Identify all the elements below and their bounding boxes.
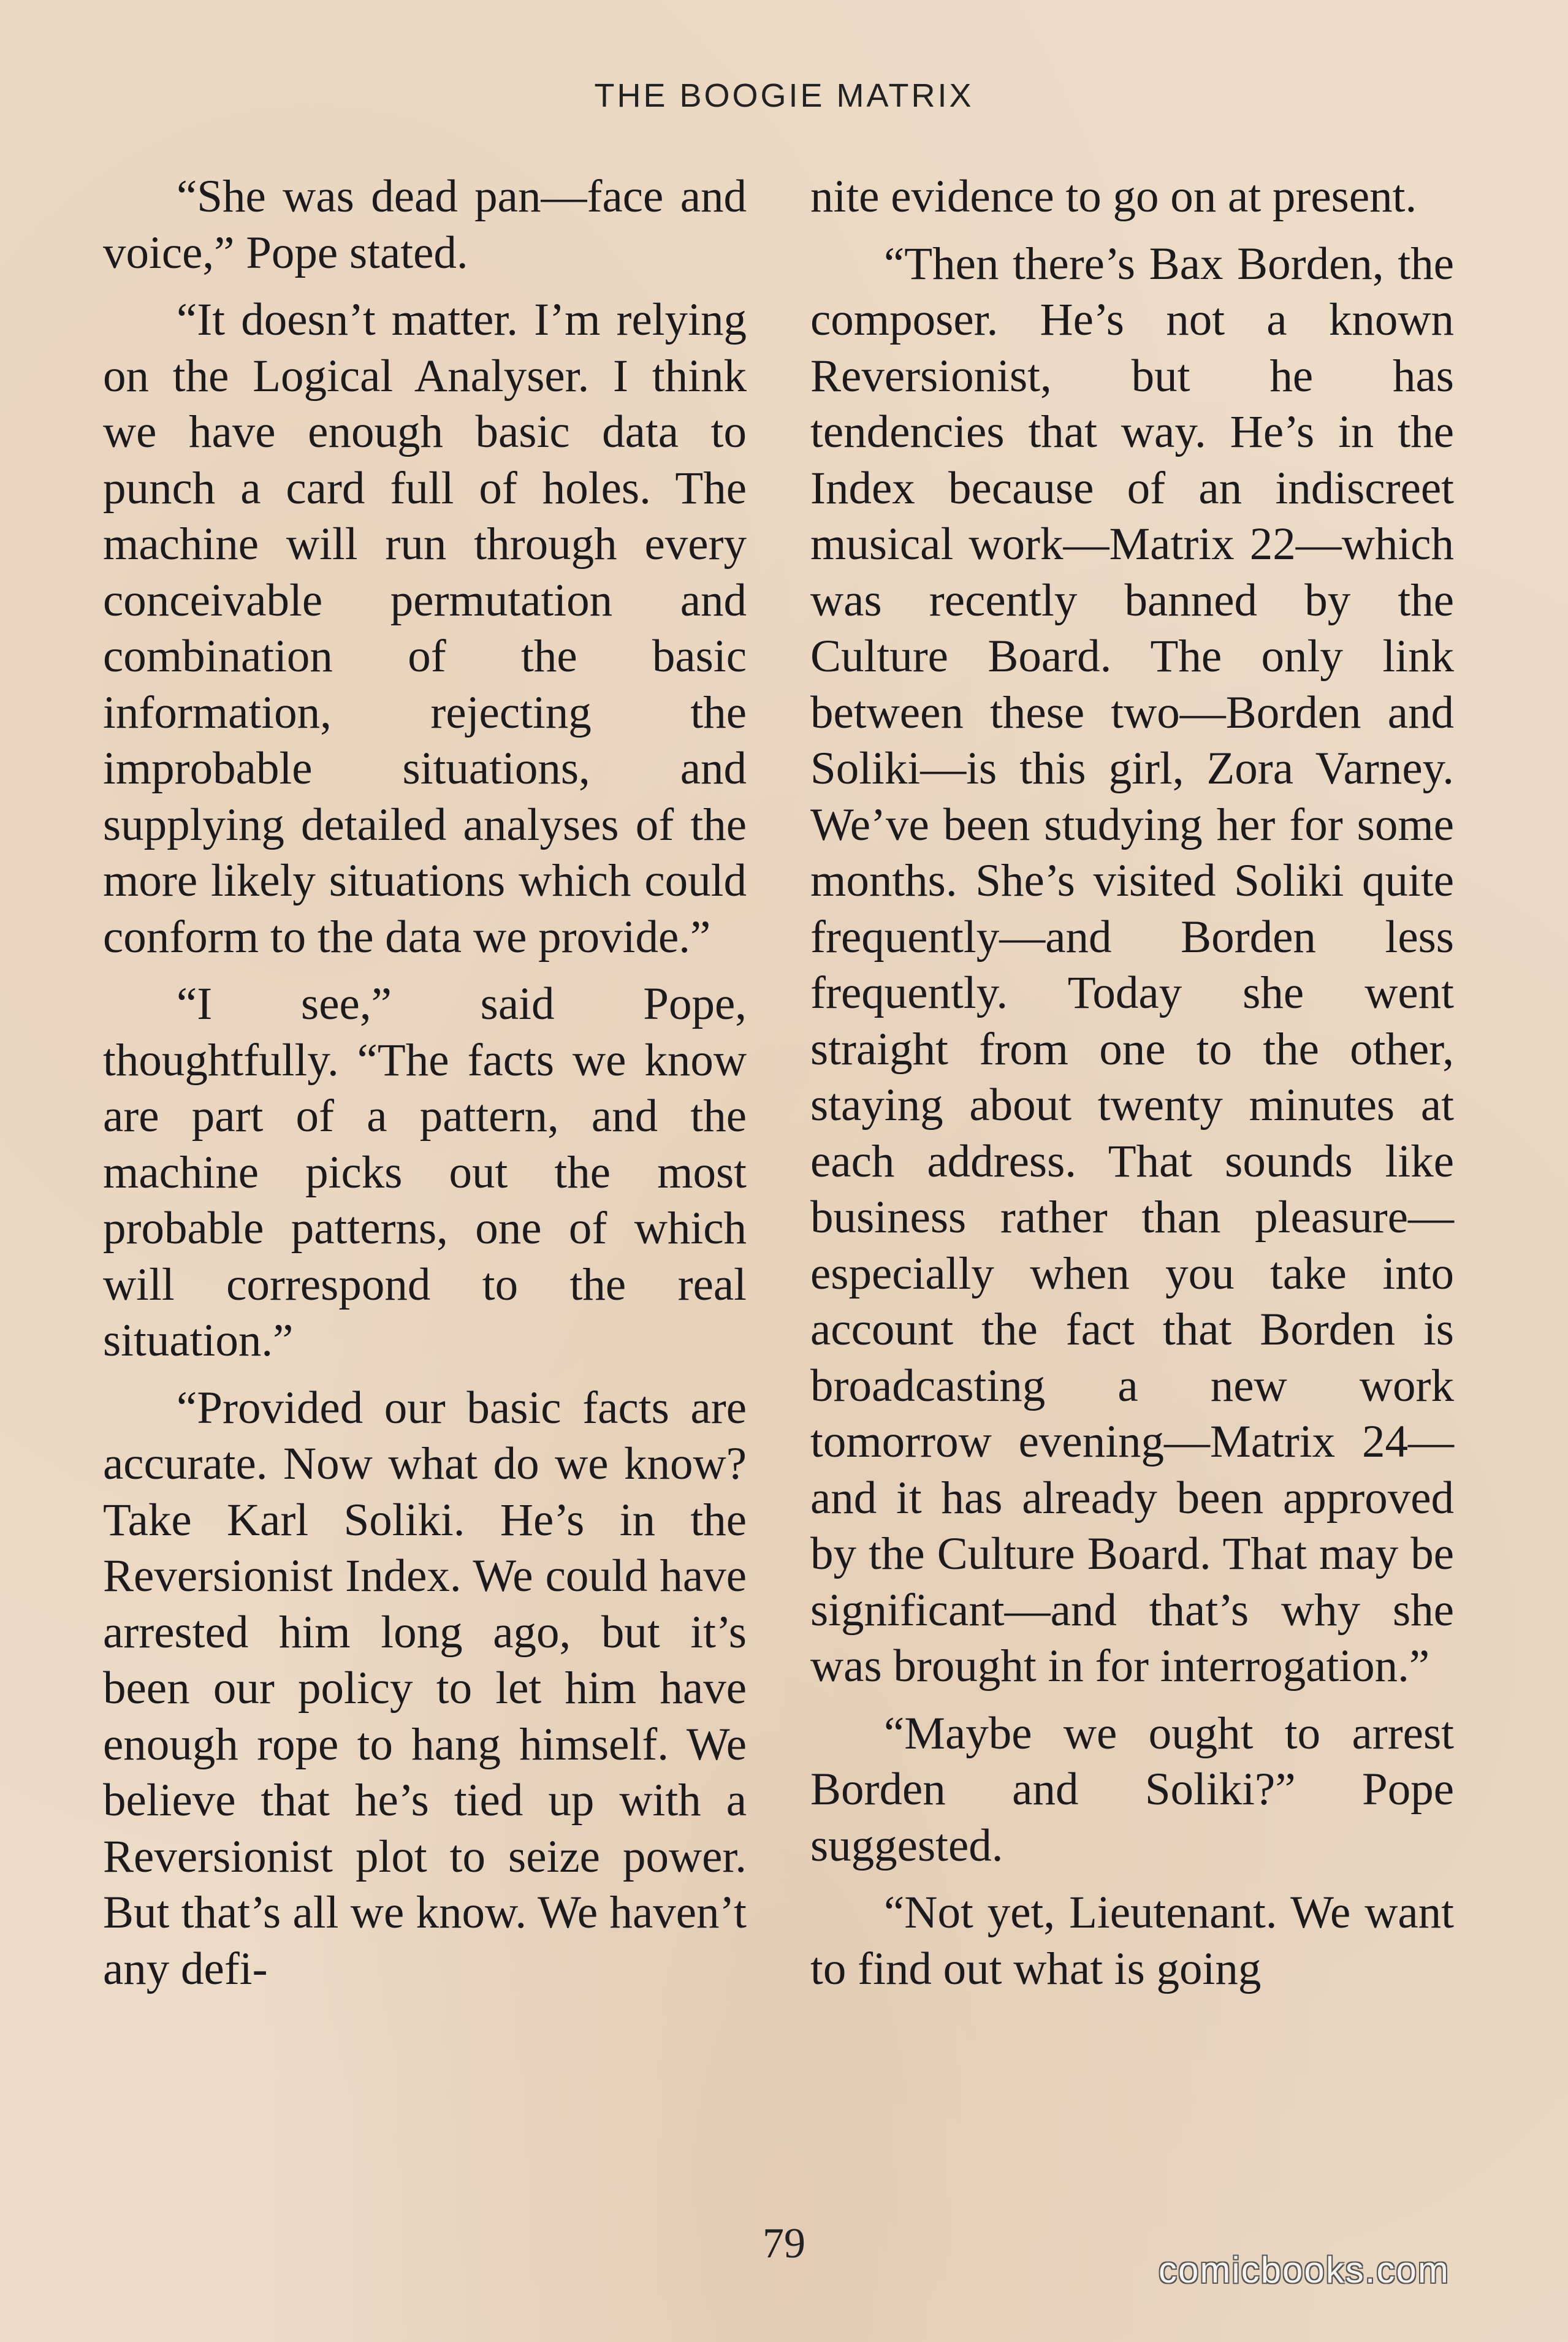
page-number: 79 — [763, 2220, 805, 2267]
paragraph: “It doesn’t matter. I’m relying on the Logical Analyser. I think we have enough basic data to punch a card full of holes. The machine will run through every conceivable permutation and combination of the basic information, rejecting the improbable situations, and supplying detailed analyses of the more likely situations which could conform to the data we provide.” — [103, 294, 747, 963]
paragraph: “She was dead pan—face and voice,” Pope stated. — [103, 171, 747, 278]
paragraph: “Then there’s Bax Borden, the composer. He’s not a known Reversionist, but he has tendencies that way. He’s in the Index because of an indiscreet musical work—Matrix 22—which was recently banned by the Culture Board. The only link between these two—Borden and Soliki—is this girl, Zora Varney. We’ve been studying her for some months. She’s visited Soliki quite frequently—and Borden less frequently. Today she went straight from one to the other, staying about twenty minutes at each address. That sounds like business rather than pleasure—especially when you take into account the fact that Borden is broadcasting a new work tomorrow evening—Matrix 24—and it has already been approved by the Culture Board. That may be significant—and that’s why she was brought in for interrogation.” — [810, 238, 1454, 1692]
right-column — [810, 169, 1454, 2008]
paragraph: “Not yet, Lieutenant. We want to find out what is going — [810, 1887, 1454, 1994]
left-column — [103, 169, 747, 2008]
paragraph: “Maybe we ought to arrest Borden and Soliki?” Pope suggested. — [810, 1707, 1454, 1871]
paragraph: “I see,” said Pope, thoughtfully. “The facts we know are part of a pattern, and the machine picks out the most probable patterns, one of which will correspond to the real situation.” — [103, 978, 747, 1366]
paragraph-continuation: nite evidence to go on at present. — [810, 171, 1417, 222]
paragraph: “Provided our basic facts are accurate. Now what do we know? Take Karl Soliki. He’s in the Reversionist Index. We could have arrested him long ago, but it’s been our policy to let him have enough rope to hang himself. We believe that he’s tied up with a Reversionist plot to seize power. But that’s all we know. We haven’t any defi- — [103, 1382, 747, 1994]
watermark: comicbooks.com — [1159, 2249, 1450, 2291]
running-title: THE BOOGIE MATRIX — [594, 77, 974, 114]
